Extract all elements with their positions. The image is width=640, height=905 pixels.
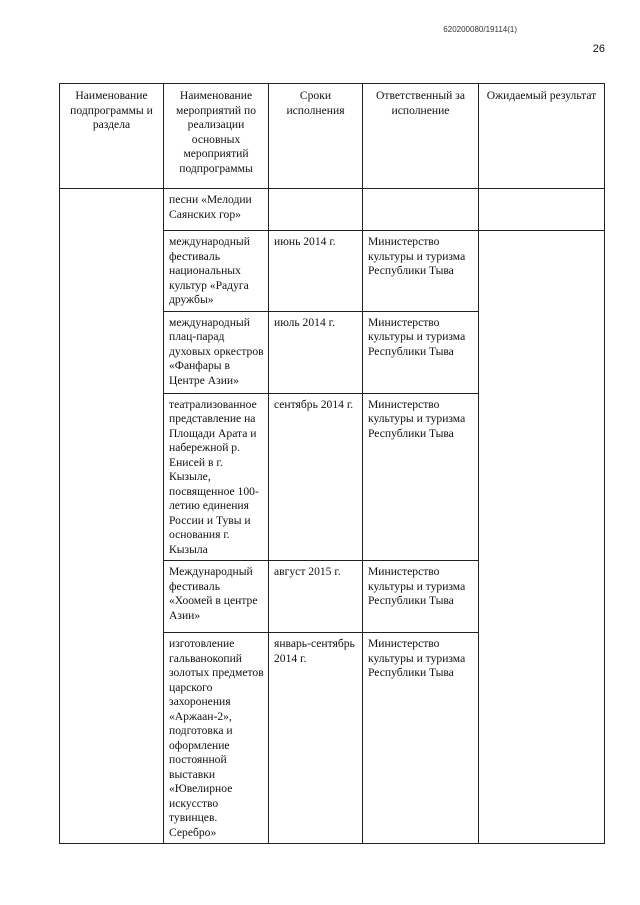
result-cell — [479, 189, 605, 231]
responsible-cell — [363, 189, 479, 231]
term-cell: июнь 2014 г. — [269, 231, 363, 312]
activities-table — [59, 83, 605, 844]
event-cell: песни «Мелодии Саянских гор» — [164, 189, 269, 231]
term-cell: январь-сентябрь 2014 г. — [269, 633, 363, 844]
result-cell — [479, 231, 605, 844]
subprogram-cell — [60, 189, 164, 844]
term-cell: август 2015 г. — [269, 561, 363, 633]
event-cell: Международный фестиваль «Хоомей в центре Азии» — [164, 561, 269, 633]
event-cell: изготовление гальванокопий золотых предметов царского захоронения «Аржаан-2», подготовка и оформление постоянной выставки «Ювелирное искусство тувинцев. Серебро» — [164, 633, 269, 844]
event-cell: международный плац-парад духовых оркестров «Фанфары в Центре Азии» — [164, 311, 269, 393]
header-subprogram: Наименование подпрограммы и раздела — [60, 84, 164, 189]
event-cell: международный фестиваль национальных культур «Радуга дружбы» — [164, 231, 269, 312]
header-activities: Наименование мероприятий по реализации основных мероприятий подпрограммы — [164, 84, 269, 189]
header-result: Ожидаемый результат — [479, 84, 605, 189]
responsible-cell: Министерство культуры и туризма Республики Тыва — [363, 633, 479, 844]
responsible-cell: Министерство культуры и туризма Республики Тыва — [363, 231, 479, 312]
term-cell: сентябрь 2014 г. — [269, 393, 363, 561]
table-header-row — [60, 84, 605, 189]
document-code: 620200080/19114(1) — [443, 25, 517, 34]
term-cell — [269, 189, 363, 231]
responsible-cell: Министерство культуры и туризма Республики Тыва — [363, 393, 479, 561]
term-cell: июль 2014 г. — [269, 311, 363, 393]
event-cell: театрализованное представление на Площади Арата и набережной р. Енисей в г. Кызыле, посвященное 100-летию единения России и Тувы и основания г. Кызыла — [164, 393, 269, 561]
page-number: 26 — [592, 43, 605, 55]
header-terms: Сроки исполнения — [269, 84, 363, 189]
responsible-cell: Министерство культуры и туризма Республики Тыва — [363, 561, 479, 633]
table-row — [60, 189, 605, 231]
header-responsible: Ответственный за исполнение — [363, 84, 479, 189]
responsible-cell: Министерство культуры и туризма Республики Тыва — [363, 311, 479, 393]
